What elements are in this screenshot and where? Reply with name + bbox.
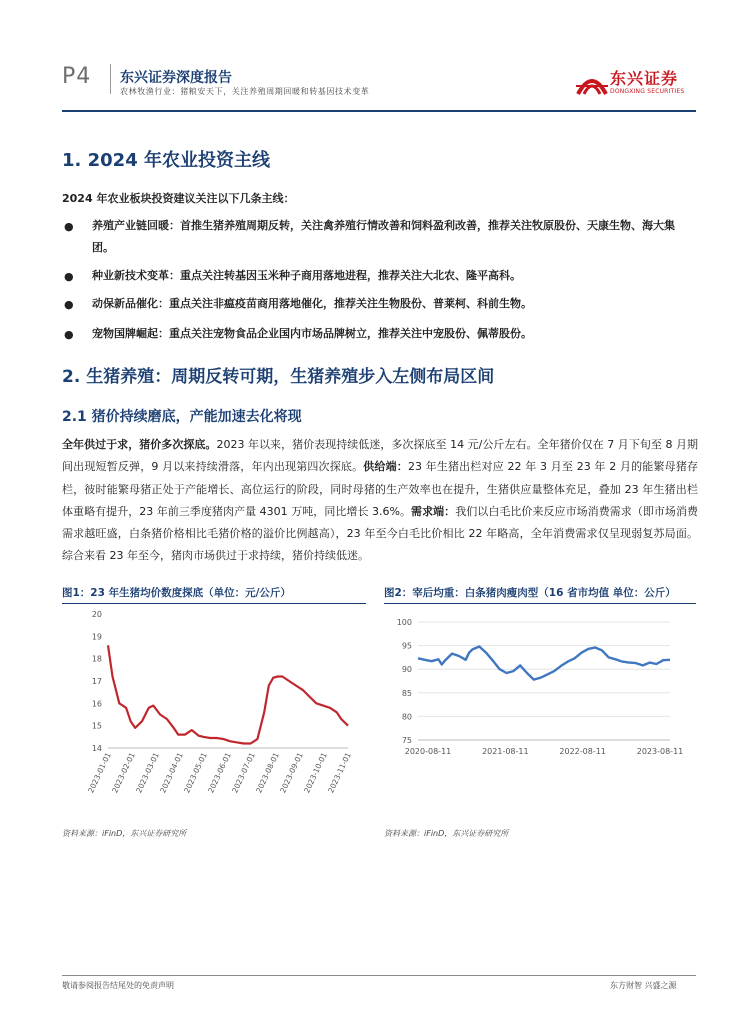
figure-title: 图1：23 年生猪均价数度探底（单位：元/公斤） <box>62 587 291 599</box>
y-tick-label: 95 <box>401 641 412 651</box>
footer-rule <box>62 975 696 976</box>
y-tick-label: 75 <box>401 736 412 745</box>
y-tick-label: 14 <box>91 744 102 753</box>
section-intro: 2024 年农业板块投资建议关注以下几条主线： <box>62 192 295 205</box>
y-tick-label: 20 <box>91 610 102 619</box>
x-tick-label: 2023-06-01 <box>206 751 233 795</box>
section-heading: 2. 生猪养殖：周期反转可期，生猪养殖步入左侧布局区间 <box>62 367 495 387</box>
page-number: P4 <box>62 64 92 89</box>
x-tick-label: 2023-08-11 <box>636 747 684 756</box>
x-tick-label: 2023-08-01 <box>254 751 281 795</box>
x-tick-label: 2023-02-01 <box>110 751 137 795</box>
figure-rule <box>62 603 366 604</box>
y-tick-label: 85 <box>401 688 412 698</box>
footer-slogan: 东方财智 兴盛之源 <box>610 981 677 990</box>
report-subtitle: 农林牧渔行业：猪粮安天下，关注养殖周期回暖和转基因技术变革 <box>120 87 370 96</box>
x-tick-label: 2020-08-11 <box>404 747 452 756</box>
x-tick-label: 2022-08-11 <box>559 747 606 756</box>
logo-english-text: DONGXING SECURITIES <box>610 88 685 95</box>
logo-text: 东兴证券 <box>610 69 679 88</box>
x-tick-label: 2023-01-01 <box>86 751 113 795</box>
section-heading: 1. 2024 年农业投资主线 <box>62 150 270 171</box>
x-tick-label: 2023-03-01 <box>134 751 161 795</box>
header-separator <box>110 64 111 94</box>
pig-price-line-chart <box>62 606 366 810</box>
y-tick-label: 16 <box>91 699 102 709</box>
report-title: 东兴证券深度报告 <box>120 70 232 86</box>
x-tick-label: 2023-04-01 <box>158 751 185 795</box>
subsection-heading: 2.1 猪价持续磨底，产能加速去化将现 <box>62 409 302 425</box>
figure-source: 资料来源：iFinD，东兴证券研究所 <box>62 829 187 838</box>
series-line <box>108 645 348 743</box>
company-logo-icon <box>574 64 610 100</box>
bullet-icon: ● <box>64 220 74 233</box>
header-rule <box>62 110 696 112</box>
x-tick-label: 2023-11-01 <box>326 751 353 795</box>
x-tick-label: 2023-05-01 <box>182 751 209 795</box>
y-tick-label: 90 <box>401 665 412 675</box>
figure-source: 资料来源：iFinD，东兴证券研究所 <box>384 829 509 838</box>
series-line <box>418 647 670 680</box>
x-tick-label: 2021-08-11 <box>482 747 529 756</box>
x-tick-label: 2023-07-01 <box>230 751 257 795</box>
footer-disclaimer: 敬请参阅报告结尾处的免责声明 <box>62 981 174 990</box>
list-item: 养殖产业链回暖：首推生猪养殖周期反转，关注禽养殖行情改善和饲料盈利改善，推荐关注牧原股份、天康生物、海大集团。 <box>92 219 675 254</box>
y-tick-label: 100 <box>396 618 412 627</box>
list-item: 种业新技术变革：重点关注转基因玉米种子商用落地进程，推荐关注大北农、隆平高科。 <box>92 269 521 282</box>
y-tick-label: 19 <box>91 632 102 642</box>
list-item: 动保新品催化：重点关注非瘟疫苗商用落地催化，推荐关注生物股份、普莱柯、科前生物。 <box>92 297 532 310</box>
x-tick-label: 2023-09-01 <box>278 751 305 795</box>
x-tick-label: 2023-10-01 <box>302 751 329 795</box>
body-paragraph: 全年供过于求，猪价多次探底。2023 年以来，猪价表现持续低迷，多次探底至 14 元/公斤左右。全年猪价仅在 7 月下旬至 8 月期间出现短暂反弹，9 月以来持续滑落，年内出现第四次探底。供给端：23 年生猪出栏对应 22 年 3 月至 23 年 2 月的能繁母猪存栏，彼时能繁母猪正处于产能增长、高位运行的阶段，同时母猪的生产效率也在提升，生猪供应量整体充足，叠加 23 年生猪出栏体重略有提升，23 年前三季度猪肉产量 4301 万吨，同比增长 3.6%。需求端：我们以白毛比价来反应市场消费需求（即市场消费需求越旺盛，白条猪价格相比毛猪价格的溢价比例越高），23 年至今白毛比价相比 22 年略高，全年消费需求仅呈现弱复苏局面。综合来看 23 年至今，猪肉市场供过于求持续，猪价持续低迷。 <box>62 438 699 563</box>
y-tick-label: 80 <box>401 712 412 722</box>
figure-rule <box>384 603 696 604</box>
bullet-icon: ● <box>64 270 74 283</box>
y-tick-label: 15 <box>91 721 102 731</box>
y-tick-label: 17 <box>91 677 102 686</box>
carcass-weight-line-chart <box>384 606 696 796</box>
bullet-icon: ● <box>64 328 74 341</box>
y-tick-label: 18 <box>91 654 102 664</box>
figure-title: 图2：宰后均重：白条猪肉瘦肉型（16 省市均值 单位：公斤） <box>384 587 676 599</box>
bullet-icon: ● <box>64 298 74 311</box>
list-item: 宠物国牌崛起：重点关注宠物食品企业国内市场品牌树立，推荐关注中宠股份、佩蒂股份。 <box>92 327 532 340</box>
